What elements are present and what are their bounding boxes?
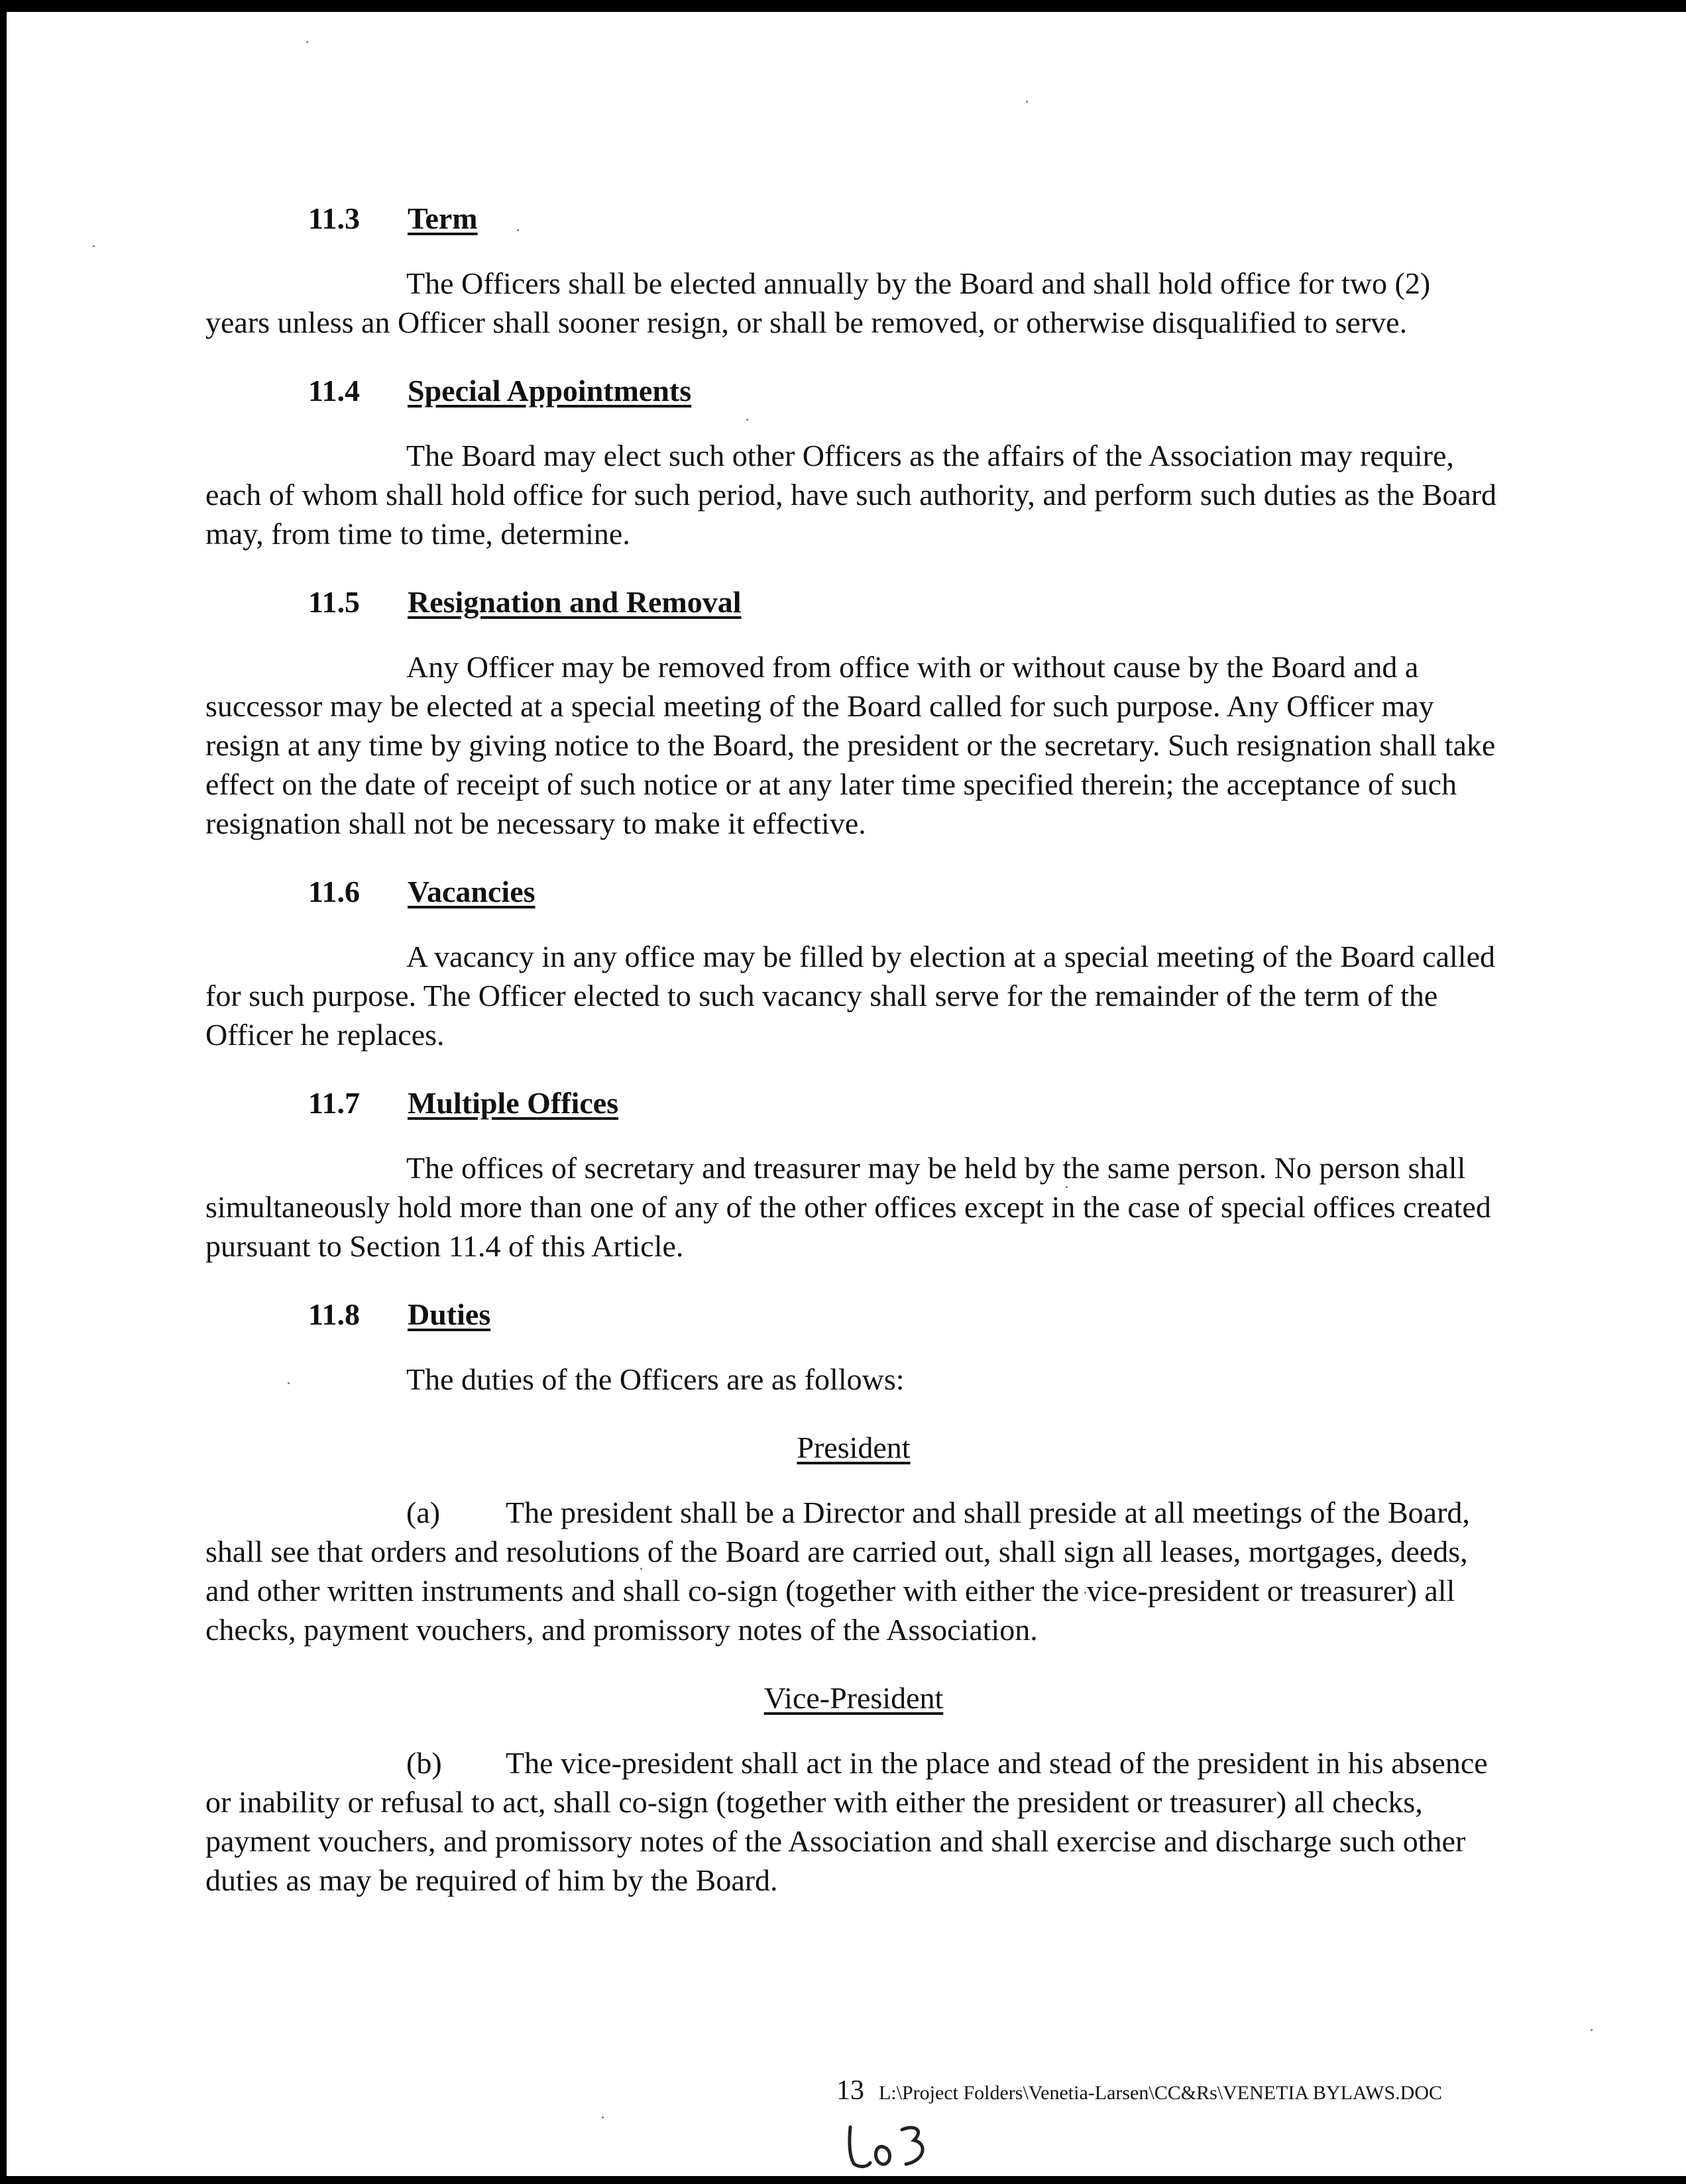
scan-speck bbox=[306, 41, 308, 43]
scan-border-bottom bbox=[0, 2176, 1686, 2184]
section-title: Resignation and Removal bbox=[408, 585, 742, 619]
page-footer bbox=[836, 2074, 1442, 2110]
section-11-6 bbox=[205, 872, 1502, 1054]
section-heading bbox=[308, 199, 1502, 239]
duty-item-text: The president shall be a Director and shall preside at all meetings of the Board, shall see that orders and resolutions of the Board are carried out, shall sign all leases, mortgages, deeds, and other written instruments and shall co-sign (together with either the vice-president or treasurer) all checks, payment vouchers, and promissory notes of the Association. bbox=[205, 1496, 1470, 1647]
section-number: 11.3 bbox=[308, 201, 360, 235]
section-number: 11.5 bbox=[308, 585, 360, 619]
section-heading bbox=[308, 872, 1502, 912]
section-11-8 bbox=[205, 1295, 1502, 1399]
handwritten-number-drawing bbox=[845, 2120, 931, 2173]
section-number: 11.6 bbox=[308, 875, 360, 908]
duty-paragraph-president bbox=[205, 1493, 1502, 1649]
section-paragraph: The Board may elect such other Officers as the affairs of the Association may require, each of whom shall hold office for such period, have such authority, and perform such duties as the Board may, from time to time, determine. bbox=[205, 439, 1497, 551]
section-11-5 bbox=[205, 582, 1502, 843]
section-title: Special Appointments bbox=[408, 374, 692, 408]
duty-heading-vice-president: Vice-President bbox=[763, 1681, 944, 1715]
scan-border-top bbox=[0, 0, 1686, 12]
duty-paragraph-vice-president bbox=[205, 1743, 1502, 1900]
section-paragraph: The offices of secretary and treasurer may be held by the same person. No person shall simultaneously hold more than one of any of the other offices except in the case of special offices created pursuant to Section 11.4 of this Article. bbox=[205, 1151, 1491, 1263]
scan-speck bbox=[93, 245, 95, 247]
section-number: 11.7 bbox=[308, 1086, 360, 1120]
section-paragraph: The duties of the Officers are as follows: bbox=[406, 1362, 905, 1396]
section-paragraph: A vacancy in any office may be filled by election at a special meeting of the Board called for such purpose. The Officer elected to such vacancy shall serve for the remainder of the term of the Officer he replaces. bbox=[205, 940, 1495, 1052]
section-title: Multiple Offices bbox=[408, 1086, 619, 1120]
scan-speck bbox=[602, 2116, 604, 2118]
file-path: L:\Project Folders\Venetia-Larsen\CC&Rs\VENETIA BYLAWS.DOC bbox=[879, 2082, 1442, 2104]
section-paragraph: The Officers shall be elected annually by the Board and shall hold office for two (2) years unless an Officer shall sooner resign, or shall be removed, or otherwise disqualified to serve. bbox=[205, 266, 1431, 339]
section-number: 11.4 bbox=[308, 374, 360, 408]
duty-item-label: (b) bbox=[406, 1746, 442, 1780]
section-title: Duties bbox=[408, 1297, 491, 1331]
section-paragraph: Any Officer may be removed from office with or without cause by the Board and a successor may be elected at a special meeting of the Board called for such purpose. Any Officer may resign at any time by giving notice to the Board, the president or the secretary. Such resignation shall take effect on the date of receipt of such notice or at any later time specified therein; the acceptance of such resignation shall not be necessary to make it effective. bbox=[205, 650, 1496, 840]
section-number: 11.8 bbox=[308, 1297, 360, 1331]
duty-item-text: The vice-president shall act in the place and stead of the president in his absence or inability or refusal to act, shall co-sign (together with either the president or treasurer) all checks, payment vouchers, and promissory notes of the Association and shall exercise and discharge such other duties as may be required of him by the Board. bbox=[205, 1746, 1488, 1897]
section-11-4 bbox=[205, 371, 1502, 553]
duty-heading-president: President bbox=[797, 1431, 911, 1464]
document-body bbox=[205, 199, 1502, 1929]
section-11-3 bbox=[205, 199, 1502, 342]
section-heading bbox=[308, 1295, 1502, 1335]
scan-speck bbox=[1591, 2029, 1593, 2031]
page-number: 13 bbox=[836, 2075, 864, 2106]
section-heading bbox=[308, 1083, 1502, 1123]
section-title: Term bbox=[408, 201, 478, 235]
section-11-7 bbox=[205, 1083, 1502, 1266]
scan-speck bbox=[1026, 101, 1028, 103]
duty-item-label: (a) bbox=[406, 1496, 441, 1529]
section-heading bbox=[308, 371, 1502, 411]
section-heading bbox=[308, 582, 1502, 622]
handwritten-page-number bbox=[845, 2120, 931, 2177]
section-title: Vacancies bbox=[408, 875, 535, 908]
scan-border-left bbox=[0, 0, 7, 2184]
